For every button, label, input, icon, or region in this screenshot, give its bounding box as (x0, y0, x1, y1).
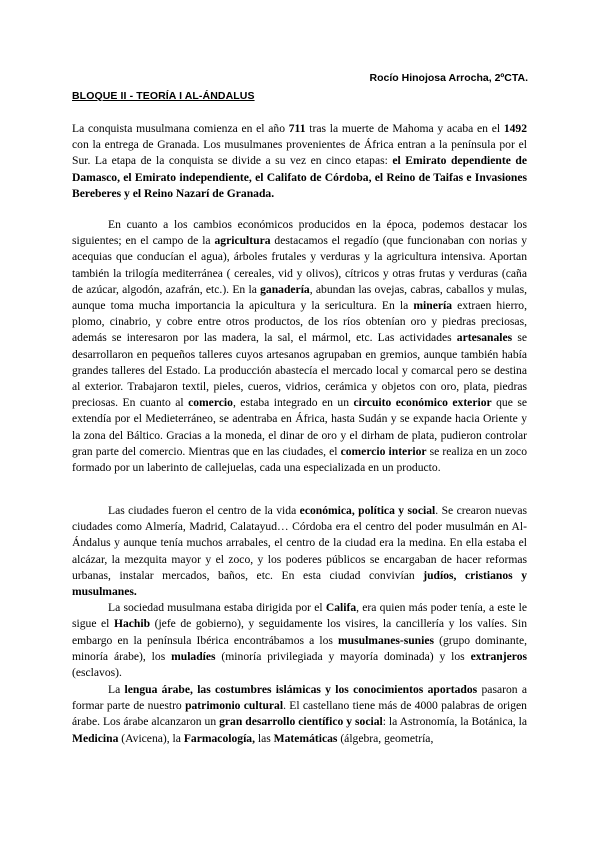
text-run: La sociedad musulmana estaba dirigida por el (108, 601, 326, 615)
bold-run: patrimonio cultural (185, 699, 284, 713)
bold-run: judíos, cristianos y musulmanes. (72, 568, 527, 599)
bold-run: gran desarrollo científico y social (219, 715, 383, 729)
bold-run: extranjeros (470, 649, 528, 663)
paragraph-economy (72, 217, 527, 476)
text-run: La conquista musulmana comienza en el año (72, 122, 289, 135)
text-run: se realiza en un zoco formado por un laberinto de callejuelas, cada una especializada en un producto. (72, 444, 527, 475)
text-run: con la entrega de Granada. Los musulmanes provenientes de África entran a la península por el Sur. La etapa de la conquista se divide a su vez en cinco etapas: (72, 138, 527, 168)
bold-run: comercio interior (340, 444, 427, 458)
bold-run: circuito económico exterior (353, 396, 492, 410)
text-run: La (108, 683, 125, 696)
text-run: En cuanto a los cambios económicos producidos en la época, podemos destacar los siguientes; en el campo de la (72, 218, 527, 248)
text-run: (grupo dominante, minoría árabe), los (72, 633, 527, 663)
paragraph-culture (72, 682, 527, 747)
text-run: , era quien más poder tenía, a este le sigue el (72, 601, 527, 631)
bold-run: Matemáticas (273, 731, 338, 745)
bold-run: minería (413, 299, 453, 313)
text-run: se desarrollaron en pequeños talleres cuyos artesanos agrupaban en gremios, aunque también había grandes talleres del Estado. La producción abastecía el mercado local y comarcal pero se destina al exterior. Trabajaron textil, pieles, cueros, vidrios, cerámica y objetos con oro, plata, piedras preciosas. En cuanto al (72, 331, 527, 410)
bold-run: Califa (325, 601, 357, 615)
text-run: tras la muerte de Mahoma y acaba en el (305, 122, 504, 135)
bold-run: Medicina (72, 731, 119, 745)
bold-run: lengua árabe, las costumbres islámicas y los conocimientos aportados (124, 683, 478, 696)
bold-run: agricultura (214, 234, 271, 248)
bold-run: económica, política y social (299, 504, 436, 517)
text-run: las (254, 731, 274, 745)
bold-run: Hachib (113, 617, 151, 631)
text-run: (jefe de gobierno), y seguidamente los visires, la cancillería y los valíes. Sin embargo en la península Ibérica encontrábamos a los (72, 617, 527, 647)
bold-run: Farmacología, (183, 731, 255, 745)
text-run: (Avicena), la (118, 731, 184, 745)
bold-run: el Emirato dependiente de Damasco, el Emirato independiente, el Califato de Córdoba, el Reino de Taifas e Invasiones Bereberes y el Reino Nazarí de Granada. (72, 154, 527, 200)
text-run: que se extendía por el Medieterráneo, se adentraba en África, hasta Sudán y se expande hacia Oriente y la zona del Báltico. Gracias a la moneda, el dinar de oro y el dirham de plata, pudieron controlar gran parte del comercio. Mientras que en las ciudades, el (72, 396, 527, 458)
author-line: Rocío Hinojosa Arrocha, 2ºCTA. (369, 72, 528, 84)
paragraph-conquest (72, 121, 527, 202)
text-run: . Se crearon nuevas ciudades como Almería, Madrid, Calatayud… Córdoba era el centro del poder musulmán en Al- Ándalus y aunque tenía muchos arrabales, el centro de la ciudad era la medina. En ella estaba el alcázar, la mezquita mayor y el zoco, y los poderes públicos se encargaban de hacer reformas urbanas, instalar mercados, baños, etc. En esta ciudad convivían (72, 504, 528, 582)
section-heading: BLOQUE II - TEORÍA I AL-ÁNDALUS (72, 90, 255, 102)
bold-run: muladíes (171, 649, 216, 663)
text-run: . El castellano tiene más de 4000 palabras de origen árabe. Los árabe alcanzaron un (72, 699, 527, 729)
text-run: , estaba integrado en un (232, 396, 354, 410)
bold-run: comercio (188, 396, 233, 410)
text-run: : la Astronomía, la Botánica, la (382, 715, 527, 729)
text-run: (minoría privilegiada y mayoría dominada) y los (215, 649, 471, 663)
bold-run: artesanales (456, 331, 513, 345)
text-run: (esclavos). (72, 666, 122, 680)
text-run: , abundan las ovejas, cabras, caballos y mulas, aunque toma mucha importancia la apicultura y la sericultura. En la (72, 282, 527, 313)
bold-run: ganadería (260, 282, 310, 296)
text-run: Las ciudades fueron el centro de la vida (108, 504, 300, 517)
text-run: pasaron a formar parte de nuestro (72, 683, 527, 713)
bold-run: 1492 (503, 122, 528, 135)
text-run: (álgebra, geometría, (337, 731, 434, 745)
text-run: extraen hierro, plomo, cinabrio, y cobre entre otros productos, de los ríos obtenían oro y piedras preciosas, además se interesaron por las madera, la sal, el mármol, etc. Las actividades (72, 299, 527, 345)
paragraph-cities-society (72, 503, 527, 681)
bold-run: musulmanes-sunies (338, 633, 435, 647)
bold-run: 711 (288, 122, 306, 135)
text-run: destacamos el regadío (que funcionaban con norias y acequias que conducían el agua), árboles frutales y verduras y la agricultura intensiva. Aportan también la trilogía mediterránea ( cereales, vid y olivos), cítricos y otras frutas y verduras (caña de azúcar, algodón, azafrán, etc.). En la (72, 234, 528, 296)
